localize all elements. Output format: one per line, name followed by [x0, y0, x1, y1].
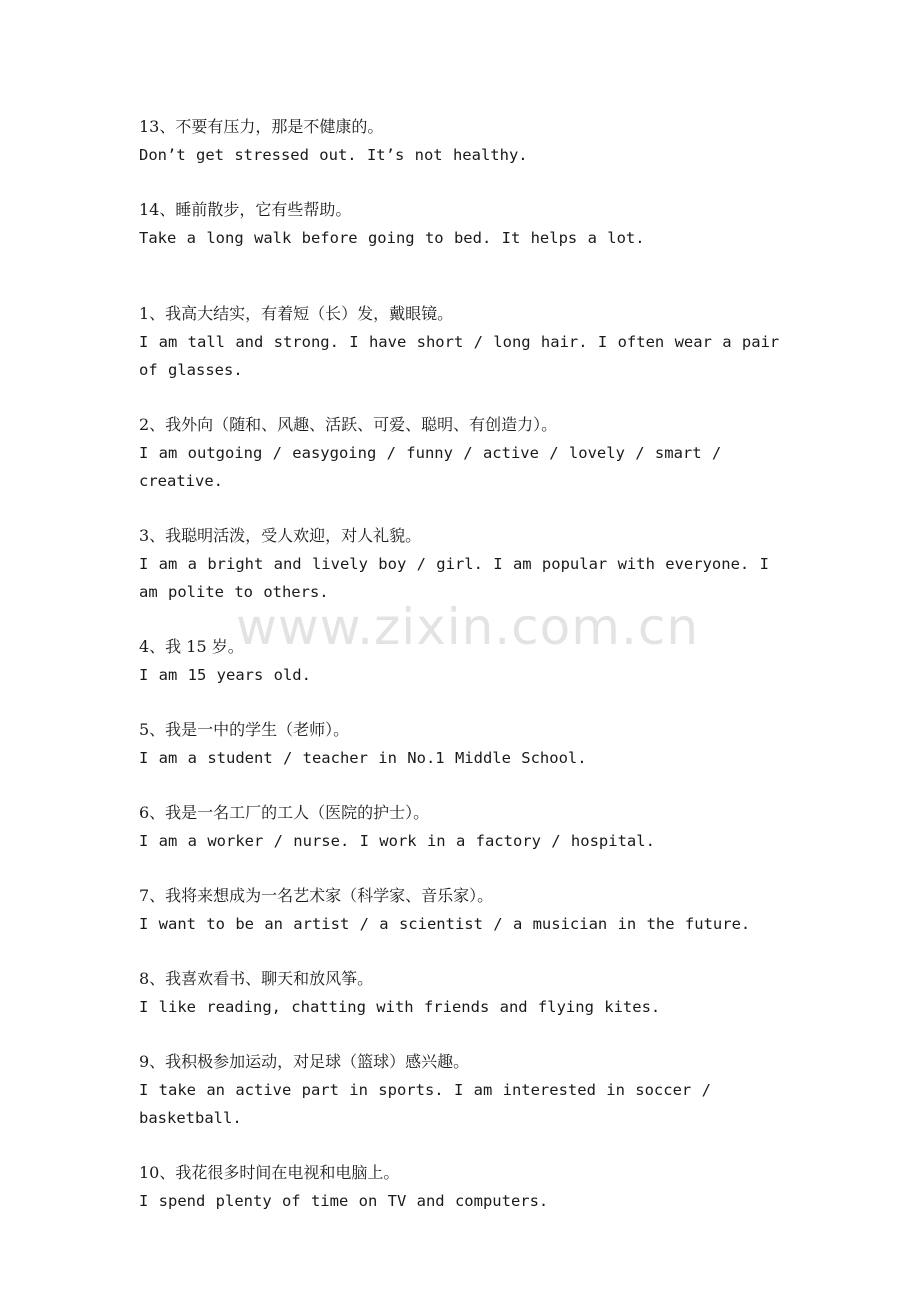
entry-9	[139, 1048, 789, 1132]
entry-10	[139, 1159, 789, 1215]
entry-zh: 4、我 15 岁。	[139, 637, 244, 656]
entry-3	[139, 522, 789, 606]
entry-en: Take a long walk before going to bed. It helps a lot.	[139, 229, 645, 247]
entry-8	[139, 965, 789, 1021]
entry-en: I spend plenty of time on TV and computers.	[139, 1192, 549, 1210]
entry-en: I am 15 years old.	[139, 666, 311, 684]
entry-zh: 14、睡前散步，它有些帮助。	[139, 200, 352, 219]
entry-4	[139, 633, 789, 689]
entry-7	[139, 882, 789, 938]
entry-1	[139, 300, 789, 384]
entry-zh: 5、我是一中的学生（老师）。	[139, 720, 350, 739]
entry-en: Don’t get stressed out. It’s not healthy.	[139, 146, 528, 164]
entry-14	[139, 196, 789, 252]
entry-zh: 10、我花很多时间在电视和电脑上。	[139, 1163, 400, 1182]
entry-en: I like reading, chatting with friends and flying kites.	[139, 998, 661, 1016]
entry-zh: 7、我将来想成为一名艺术家（科学家、音乐家）。	[139, 886, 494, 905]
entry-en: I want to be an artist / a scientist / a musician in the future.	[139, 915, 751, 933]
entry-en: I am a worker / nurse. I work in a factory / hospital.	[139, 832, 655, 850]
entry-zh: 8、我喜欢看书、聊天和放风筝。	[139, 969, 374, 988]
entry-en: I am a student / teacher in No.1 Middle School.	[139, 749, 587, 767]
entry-2	[139, 411, 789, 495]
entry-zh: 2、我外向（随和、风趣、活跃、可爱、聪明、有创造力）。	[139, 415, 558, 434]
watermark: www.zixin.com.cn	[236, 598, 700, 656]
entry-5	[139, 716, 789, 772]
entry-zh: 3、我聪明活泼，受人欢迎，对人礼貌。	[139, 526, 422, 545]
entry-zh: 6、我是一名工厂的工人（医院的护士）。	[139, 803, 430, 822]
document-body	[139, 113, 789, 1215]
entry-en: I am tall and strong. I have short / long hair. I often wear a pair of glasses.	[139, 333, 780, 379]
entry-6	[139, 799, 789, 855]
entry-13	[139, 113, 789, 169]
entry-en: I am outgoing / easygoing / funny / active / lovely / smart / creative.	[139, 444, 722, 490]
entry-en: I am a bright and lively boy / girl. I am popular with everyone. I am polite to others.	[139, 555, 769, 601]
entry-zh: 13、不要有压力，那是不健康的。	[139, 117, 384, 136]
entry-zh: 9、我积极参加运动，对足球（篮球）感兴趣。	[139, 1052, 470, 1071]
entry-zh: 1、我高大结实，有着短（长）发，戴眼镜。	[139, 304, 454, 323]
entry-en: I take an active part in sports. I am interested in soccer / basketball.	[139, 1081, 711, 1127]
